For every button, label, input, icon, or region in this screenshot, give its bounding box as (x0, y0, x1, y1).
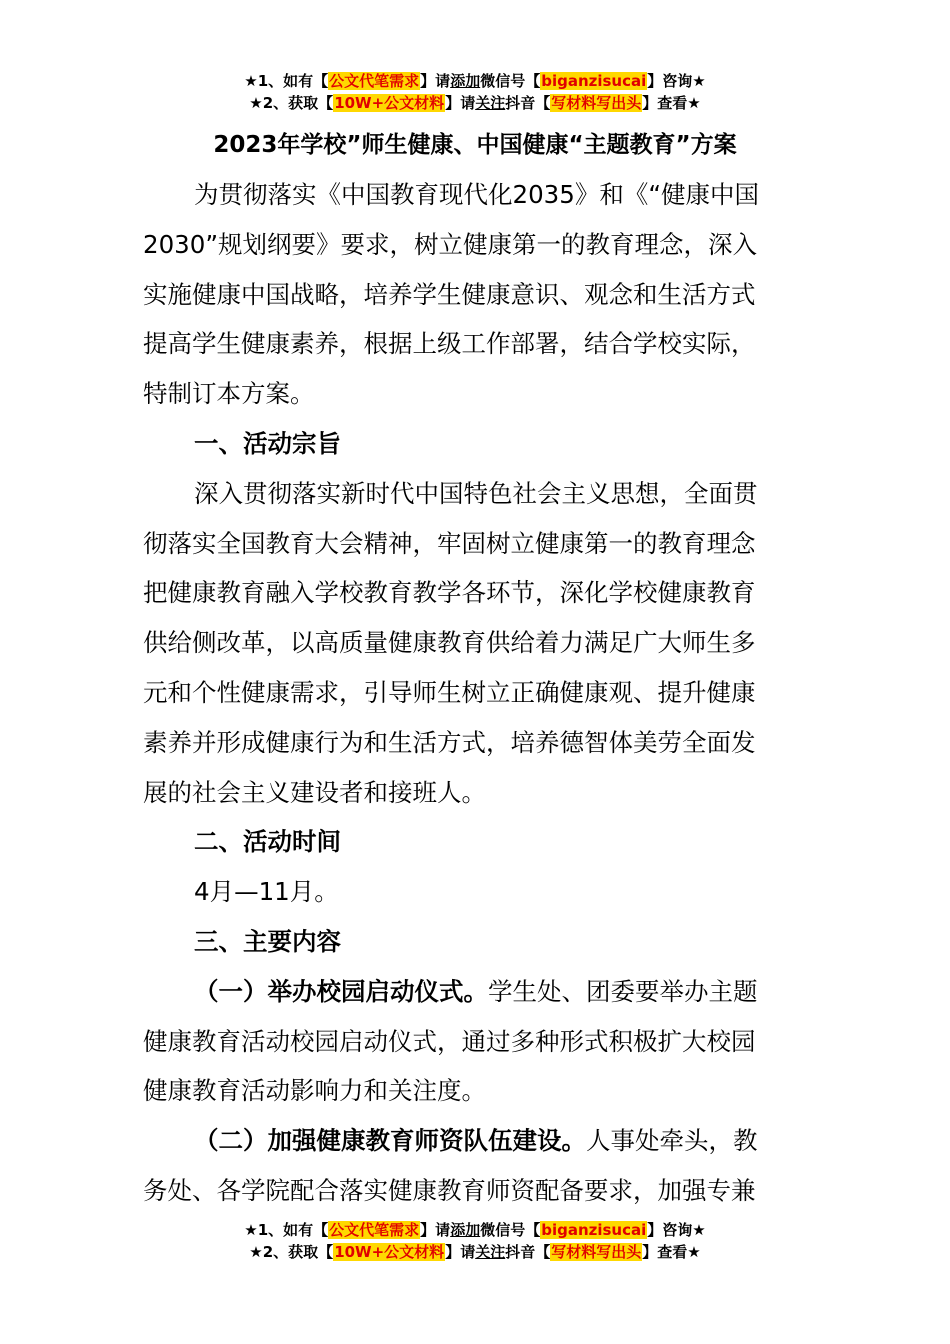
paragraph-text: 务处、各学院配合落实健康教育师资配备要求，加强专兼 (143, 1176, 756, 1205)
paragraph-text: 人事处牵头，教 (586, 1126, 758, 1156)
body-line (143, 1017, 756, 1067)
promo-text: 抖音【 (505, 94, 551, 112)
top-promo-banner (0, 70, 950, 114)
promo-highlight: 公文代笔需求 (329, 72, 420, 90)
body-line (143, 618, 756, 668)
promo-text: 微信号【 (480, 72, 541, 90)
paragraph-text: 展的社会主义建设者和接班人。 (143, 777, 486, 807)
promo-underline: 添加 (450, 1221, 481, 1239)
body-line (194, 817, 341, 867)
promo-text: ★2、获取【 (249, 94, 334, 112)
promo-text: 】请 (420, 1221, 451, 1239)
body-line (194, 967, 758, 1017)
promo-highlight: biganzisucai (541, 72, 647, 90)
promo-text: 抖音【 (505, 1243, 551, 1261)
paragraph-text: 健康教育活动校园启动仪式，通过多种形式积极扩大校园 (143, 1026, 756, 1056)
body-line (194, 469, 758, 519)
document-title: 2023年学校”师生健康、中国健康“主题教育”方案 (213, 132, 737, 158)
promo-text: 】请 (420, 72, 451, 90)
body-line (143, 1066, 486, 1116)
promo-line-1 (0, 1219, 950, 1241)
body-line (194, 917, 341, 967)
body-line (194, 1116, 758, 1166)
body-line (194, 867, 339, 917)
body-line (143, 668, 756, 718)
promo-line-2 (0, 92, 950, 114)
section-heading: 一、活动宗旨 (194, 429, 341, 458)
promo-text: ★2、获取【 (249, 1243, 334, 1261)
promo-text: 微信号【 (480, 1221, 541, 1239)
promo-highlight: 10W+公文材料 (334, 94, 445, 112)
promo-text: ★1、如有【 (244, 72, 329, 90)
promo-highlight: 10W+公文材料 (334, 1243, 445, 1261)
promo-text: 】咨询★ (647, 72, 706, 90)
body-line (143, 1166, 756, 1216)
promo-highlight: 公文代笔需求 (329, 1221, 420, 1239)
paragraph-text: 特制订本方案。 (143, 379, 315, 409)
body-line (143, 270, 756, 320)
promo-line-1 (0, 70, 950, 92)
section-heading: 三、主要内容 (194, 927, 341, 956)
body-line (143, 369, 315, 419)
paragraph-text: 4月—11月。 (194, 877, 339, 907)
promo-text: 】请 (445, 94, 476, 112)
body-line (143, 519, 756, 569)
promo-highlight: biganzisucai (541, 1221, 647, 1239)
body-line (194, 170, 759, 220)
promo-underline: 关注 (475, 94, 506, 112)
body-line (143, 718, 756, 768)
paragraph-text: 元和个性健康需求，引导师生树立正确健康观、提升健康 (143, 678, 756, 707)
subsection-heading: （一）举办校园启动仪式。 (194, 976, 488, 1006)
paragraph-text: 实施健康中国战略，培养学生健康意识、观念和生活方式 (143, 279, 756, 309)
paragraph-text: 深入贯彻落实新时代中国特色社会主义思想，全面贯 (194, 478, 758, 508)
promo-text: 】请 (445, 1243, 476, 1261)
promo-text: 】查看★ (642, 94, 701, 112)
promo-text: 】咨询★ (647, 1221, 706, 1239)
promo-text: ★1、如有【 (244, 1221, 329, 1239)
paragraph-text: 把健康教育融入学校教育教学各环节，深化学校健康教育 (143, 578, 756, 608)
body-line (194, 419, 341, 469)
paragraph-text: 学生处、团委要举办主题 (488, 976, 758, 1006)
body-line (143, 568, 756, 618)
body-line (143, 319, 756, 369)
promo-highlight: 写材料写出头 (551, 94, 642, 112)
promo-text: 】查看★ (642, 1243, 701, 1261)
section-heading: 二、活动时间 (194, 827, 341, 857)
paragraph-text: 健康教育活动影响力和关注度。 (143, 1076, 486, 1106)
paragraph-text: 为贯彻落实《中国教育现代化2035》和《“健康中国 (194, 180, 760, 209)
body-line (143, 220, 757, 270)
paragraph-text: 彻落实全国教育大会精神，牢固树立健康第一的教育理念 (143, 528, 756, 558)
paragraph-text: 供给侧改革，以高质量健康教育供给着力满足广大师生多 (143, 628, 756, 658)
paragraph-text: 提高学生健康素养，根据上级工作部署，结合学校实际， (143, 329, 756, 359)
body-line (143, 768, 486, 818)
promo-line-2 (0, 1241, 950, 1263)
promo-underline: 添加 (450, 72, 481, 90)
bottom-promo-banner (0, 1219, 950, 1263)
promo-highlight: 写材料写出头 (551, 1243, 642, 1261)
paragraph-text: 2030”规划纲要》要求，树立健康第一的教育理念，深入 (143, 229, 758, 259)
subsection-heading: （二）加强健康教育师资队伍建设。 (194, 1126, 586, 1156)
paragraph-text: 素养并形成健康行为和生活方式，培养德智体美劳全面发 (143, 727, 756, 757)
promo-underline: 关注 (475, 1243, 506, 1261)
